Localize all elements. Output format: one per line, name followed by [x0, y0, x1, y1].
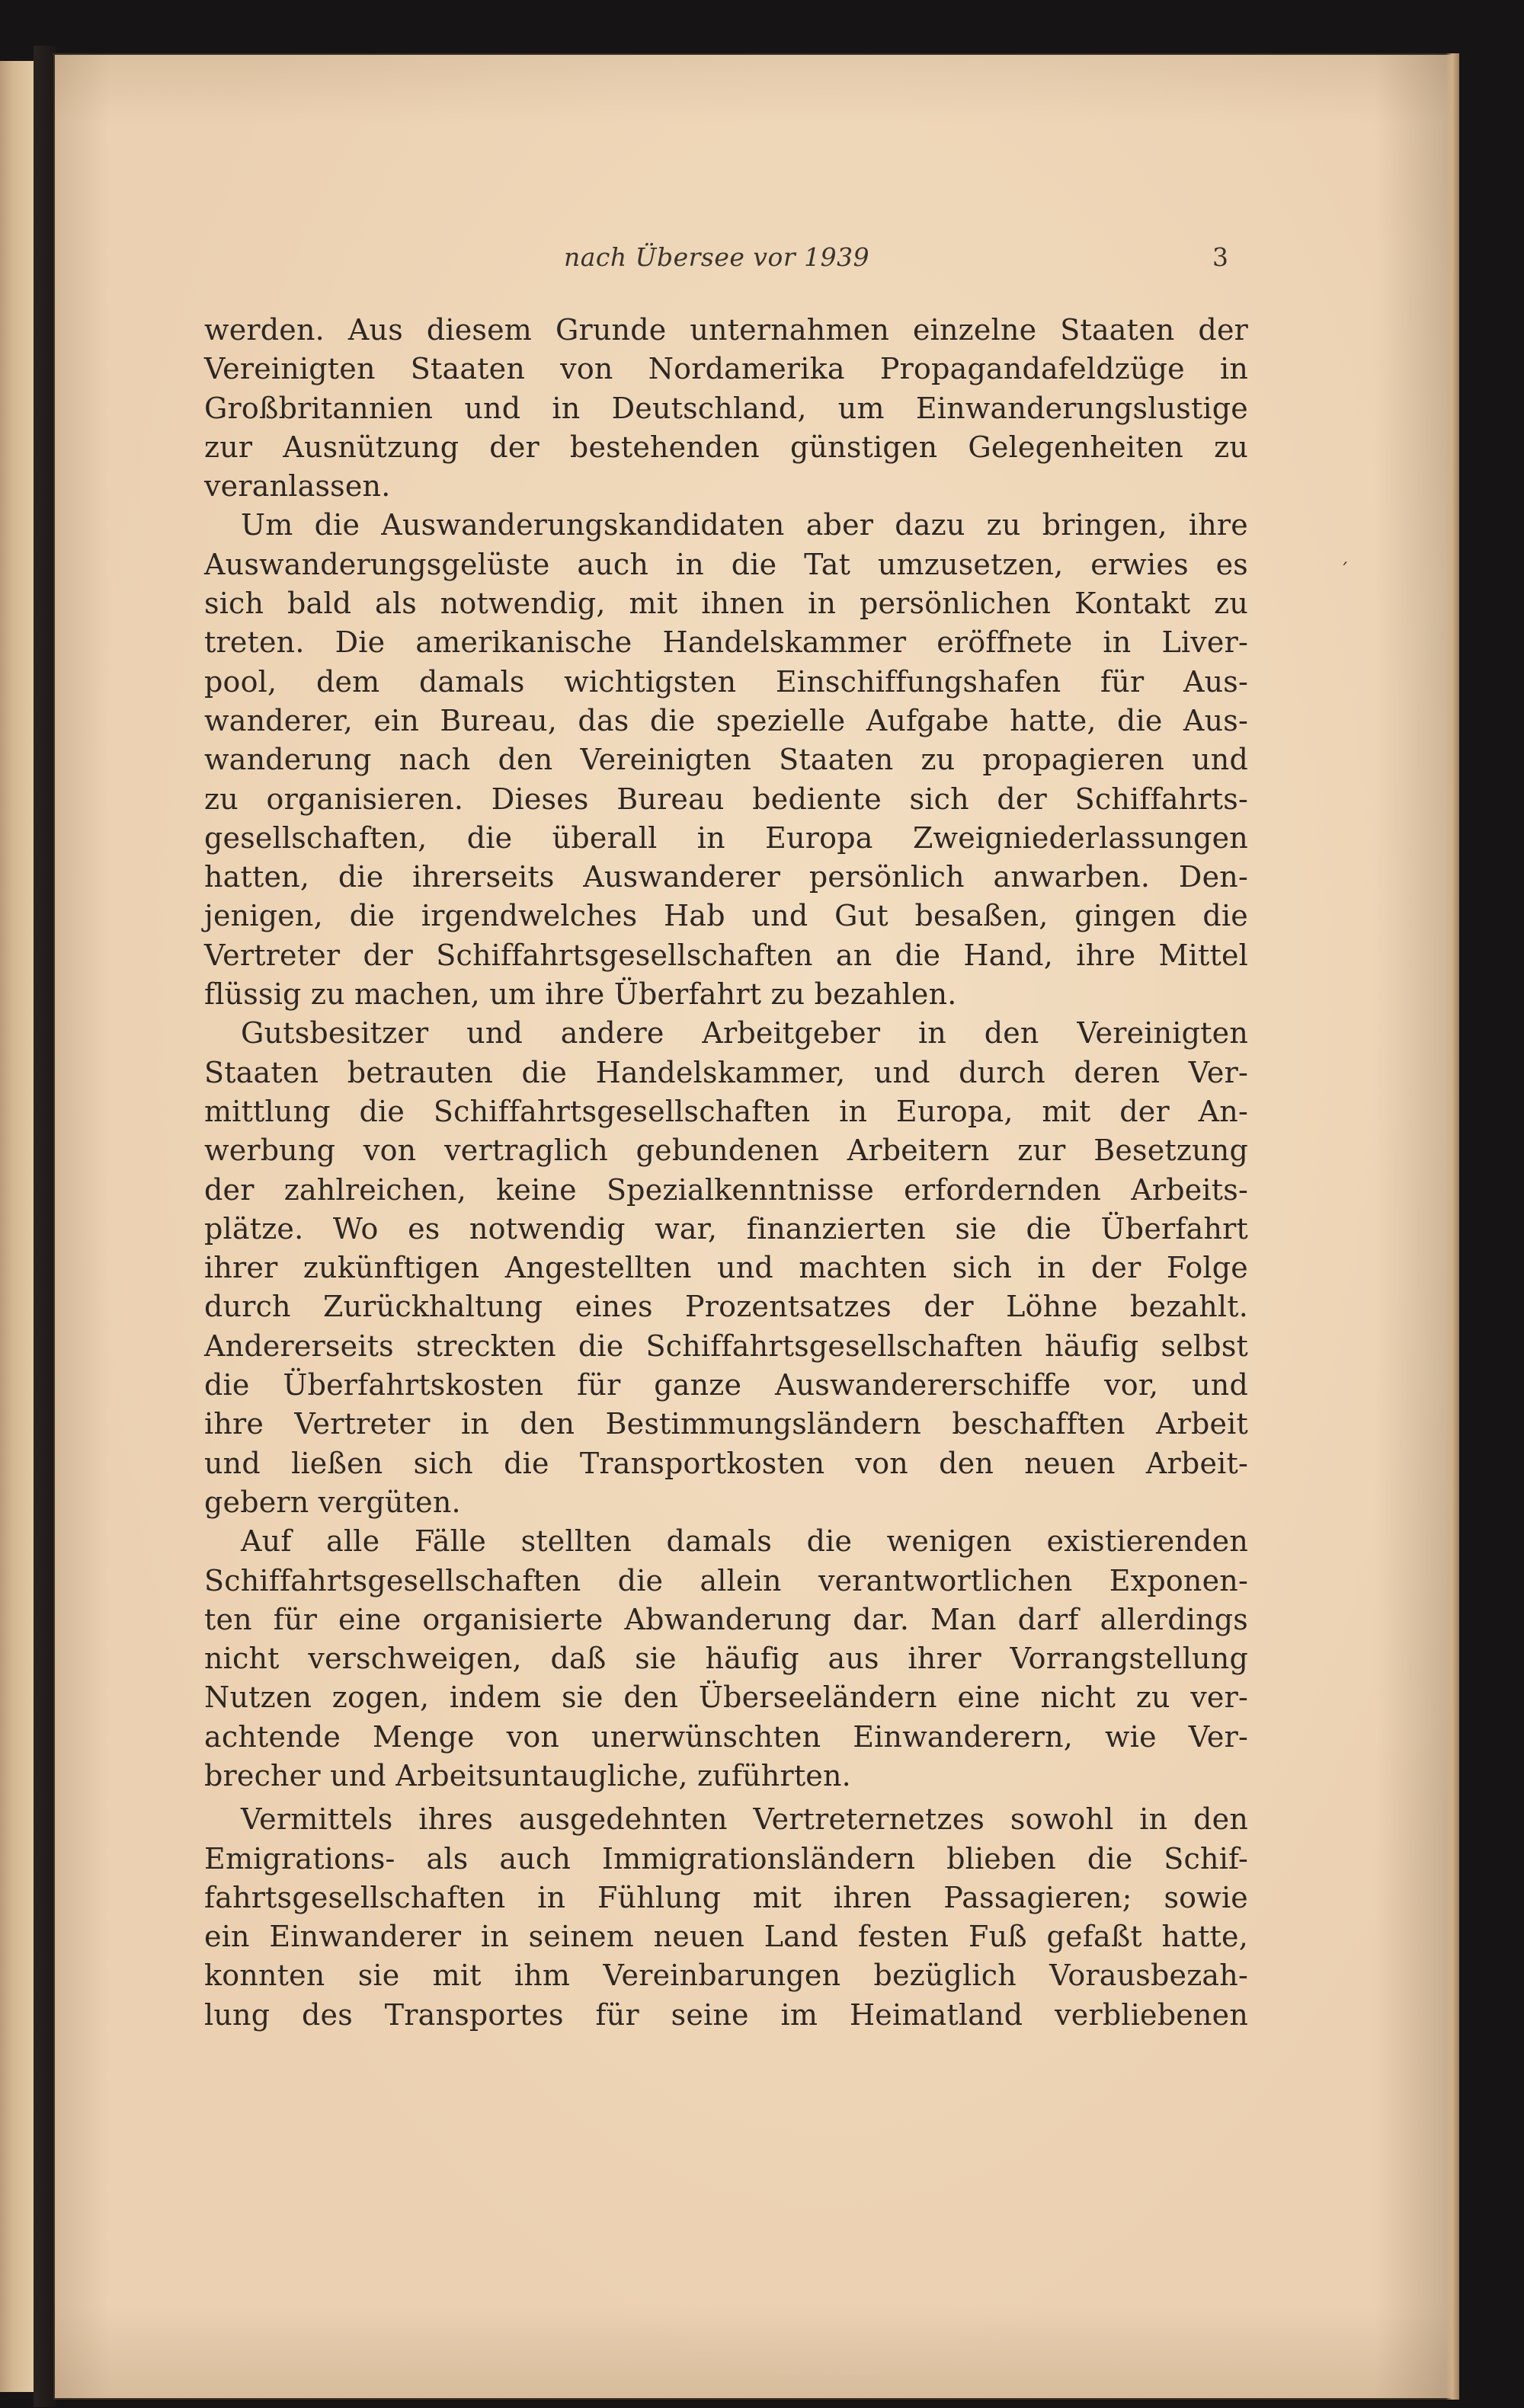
text-line: ihrer zukünftigen Angestellten und machten sich in der Folge [204, 1251, 1248, 1285]
text-line: jenigen, die irgendwelches Hab und Gut besaßen, gingen die [204, 899, 1248, 933]
text-line: werbung von vertraglich gebundenen Arbeitern zur Besetzung [204, 1134, 1248, 1168]
text-line: gebern vergüten. [204, 1485, 461, 1519]
paragraph [204, 1800, 1248, 2035]
text-line: konnten sie mit ihm Vereinbarungen bezüglich Vorausbezah- [204, 1959, 1248, 1993]
text-line: Großbritannien und in Deutschland, um Einwanderungslustige [204, 391, 1248, 425]
text-line: werden. Aus diesem Grunde unternahmen einzelne Staaten der [204, 313, 1248, 347]
text-line: Andererseits streckten die Schiffahrtsgesellschaften häufig selbst [204, 1329, 1248, 1363]
text-line: treten. Die amerikanische Handelskammer eröffnete in Liver- [204, 625, 1248, 660]
text-line: hatten, die ihrerseits Auswanderer persönlich anwarben. Den- [204, 860, 1248, 894]
text-line: Vermittels ihres ausgedehnten Vertreternetzes sowohl in den [241, 1802, 1248, 1837]
paragraph [204, 1522, 1248, 1796]
text-line: und ließen sich die Transportkosten von den neuen Arbeit- [204, 1446, 1248, 1480]
page-fore-edge [1446, 53, 1459, 2400]
text-line: ten für eine organisierte Abwanderung dar. Man darf allerdings [204, 1602, 1248, 1636]
text-line: brecher und Arbeitsuntaugliche, zuführten. [204, 1758, 851, 1792]
text-line: Staaten betrauten die Handelskammer, und durch deren Ver- [204, 1055, 1248, 1089]
text-line: pool, dem damals wichtigsten Einschiffungshafen für Aus- [204, 664, 1248, 699]
text-line: die Überfahrtskosten für ganze Auswandererschiffe vor, und [204, 1368, 1248, 1402]
text-line: ihre Vertreter in den Bestimmungsländern beschafften Arbeit [204, 1407, 1248, 1441]
text-line: lung des Transportes für seine im Heimatland verbliebenen [204, 1997, 1248, 2032]
text-line: Schiffahrtsgesellschaften die allein verantwortlichen Exponen- [204, 1563, 1248, 1597]
text-line: nicht verschweigen, daß sie häufig aus ihrer Vorrangstellung [204, 1642, 1248, 1676]
text-line: Nutzen zogen, indem sie den Überseeländern eine nicht zu ver- [204, 1680, 1248, 1715]
page-number: 3 [1212, 242, 1228, 272]
paragraph [204, 506, 1248, 1014]
text-line: zu organisieren. Dieses Bureau bediente sich der Schiffahrts- [204, 782, 1248, 816]
text-line: ein Einwanderer in seinem neuen Land festen Fuß gefaßt hatte, [204, 1920, 1248, 1954]
paragraph [204, 1014, 1248, 1522]
text-line: durch Zurückhaltung eines Prozentsatzes der Löhne bezahlt. [204, 1290, 1248, 1324]
text-line: plätze. Wo es notwendig war, finanzierten sie die Überfahrt [204, 1211, 1248, 1246]
text-line: Auswanderungsgelüste auch in die Tat umzusetzen, erwies es [204, 547, 1248, 581]
text-line: achtende Menge von unerwünschten Einwanderern, wie Ver- [204, 1719, 1248, 1754]
text-line: Vertreter der Schiffahrtsgesellschaften an die Hand, ihre Mittel [204, 938, 1248, 972]
text-line: Um die Auswanderungskandidaten aber dazu zu bringen, ihre [241, 508, 1248, 542]
text-line: der zahlreichen, keine Spezialkenntnisse erfordernden Arbeits- [204, 1172, 1248, 1207]
text-line: wanderer, ein Bureau, das die spezielle Aufgabe hatte, die Aus- [204, 703, 1248, 737]
text-line: Auf alle Fälle stellten damals die wenigen existierenden [241, 1524, 1248, 1559]
margin-mark: ´ [1340, 560, 1349, 581]
text-line: flüssig zu machen, um ihre Überfahrt zu bezahlen. [204, 977, 957, 1012]
text-line: wanderung nach den Vereinigten Staaten zu propagieren und [204, 743, 1248, 777]
text-line: zur Ausnützung der bestehenden günstigen Gelegenheiten zu [204, 430, 1248, 464]
text-line: gesellschaften, die überall in Europa Zweigniederlassungen [204, 820, 1248, 855]
text-line: Vereinigten Staaten von Nordamerika Propagandafeldzüge in [204, 352, 1248, 386]
text-line: mittlung die Schiffahrtsgesellschaften in Europa, mit der An- [204, 1094, 1248, 1128]
previous-page-edge [0, 61, 36, 2392]
text-line: Emigrations- als auch Immigrationsländern blieben die Schif- [204, 1841, 1248, 1876]
text-line: veranlassen. [204, 469, 391, 504]
text-line: sich bald als notwendig, mit ihnen in persönlichen Kontakt zu [204, 587, 1248, 621]
paragraph [204, 311, 1248, 506]
body-text [204, 311, 1248, 2035]
running-head: nach Übersee vor 1939 [564, 242, 870, 272]
text-line: fahrtsgesellschaften in Fühlung mit ihren Passagieren; sowie [204, 1880, 1248, 1914]
text-line: Gutsbesitzer und andere Arbeitgeber in den Vereinigten [241, 1016, 1248, 1051]
